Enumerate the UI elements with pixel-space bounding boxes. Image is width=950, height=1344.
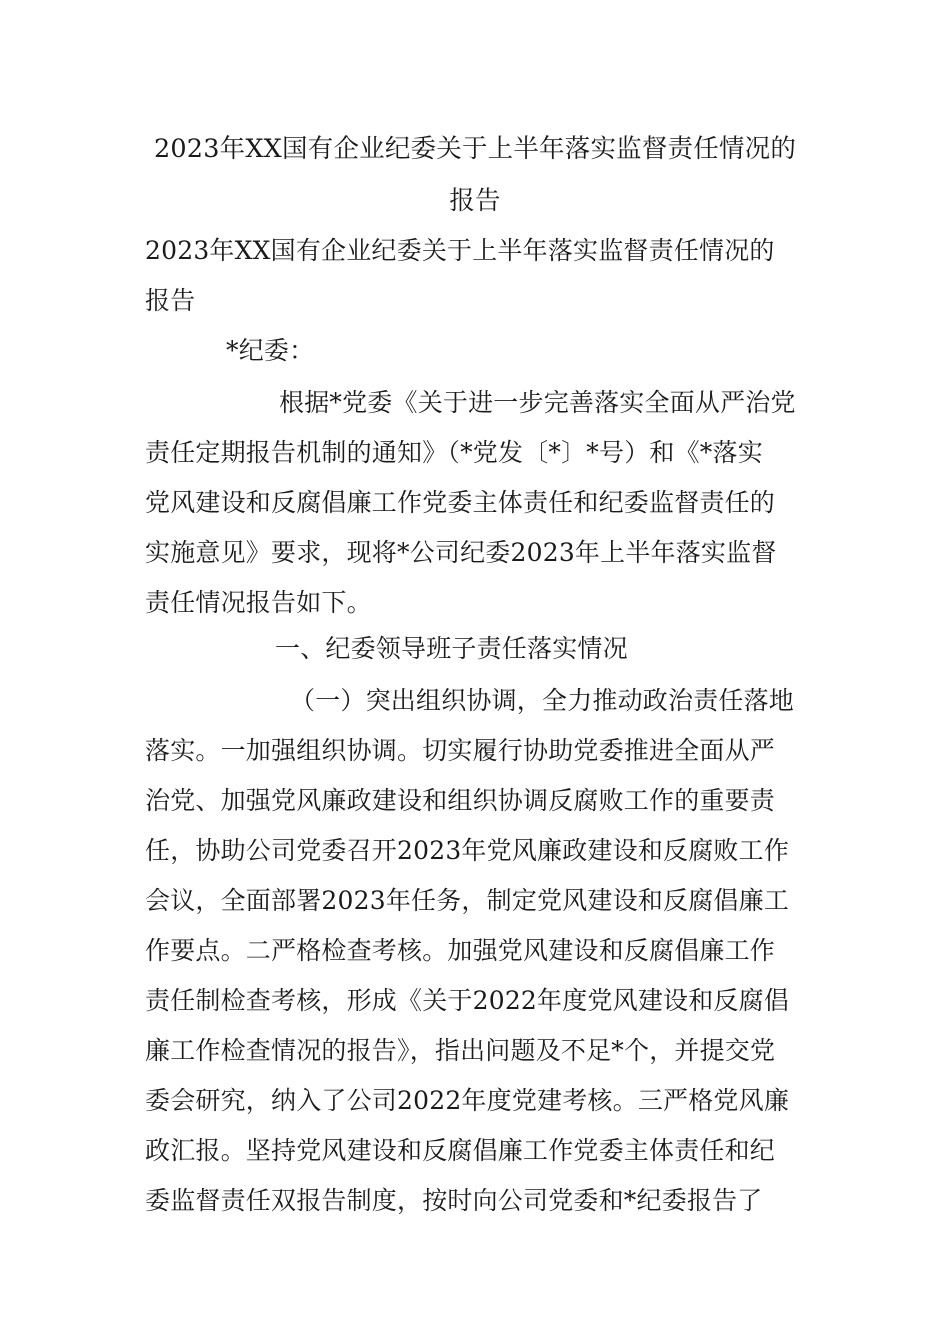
intro-line-1: 根据*党委《关于进一步完善落实全面从严治党 [279,388,796,417]
document-subtitle-line-1: 2023年XX国有企业纪委关于上半年落实监督责任情况的 [145,236,775,265]
intro-line-5: 责任情况报告如下。 [145,588,372,617]
body-line-8: 廉工作检查情况的报告》，指出问题及不足*个，并提交党 [145,1036,776,1065]
intro-line-3: 党风建设和反腐倡廉工作党委主体责任和纪委监督责任的 [145,488,776,517]
body-line-10: 政汇报。坚持党风建设和反腐倡廉工作党委主体责任和纪 [145,1136,776,1165]
body-line-9: 委会研究，纳入了公司2022年度党建考核。三严格党风廉 [145,1086,790,1115]
body-line-6: 作要点。二严格检查考核。加强党风建设和反腐倡廉工作 [145,936,776,965]
document-subtitle-line-2: 报告 [145,286,196,315]
document-title-line-1: 2023年XX国有企业纪委关于上半年落实监督责任情况的 [153,134,797,164]
body-line-2: 落实。一加强组织协调。切实履行协助党委推进全面从严 [145,736,776,765]
body-line-11: 委监督责任双报告制度，按时向公司党委和*纪委报告了 [145,1186,763,1215]
intro-line-2: 责任定期报告机制的通知》（*党发〔*〕*号）和《*落实 [145,438,763,467]
document-title-line-2: 报告 [449,186,501,216]
body-line-5: 会议，全面部署2023年任务，制定党风建设和反腐倡廉工 [145,886,790,915]
body-line-1: （一）突出组织协调，全力推动政治责任落地 [290,686,795,715]
body-line-3: 治党、加强党风廉政建设和组织协调反腐败工作的重要责 [145,786,776,815]
intro-line-4: 实施意见》要求，现将*公司纪委2023年上半年落实监督 [145,538,777,567]
section-heading: 一、纪委领导班子责任落实情况 [275,634,628,663]
body-line-7: 责任制检查考核，形成《关于2022年度党风建设和反腐倡 [145,986,790,1015]
body-line-4: 任，协助公司党委召开2023年党风廉政建设和反腐败工作 [145,836,790,865]
salutation: *纪委： [226,336,315,365]
